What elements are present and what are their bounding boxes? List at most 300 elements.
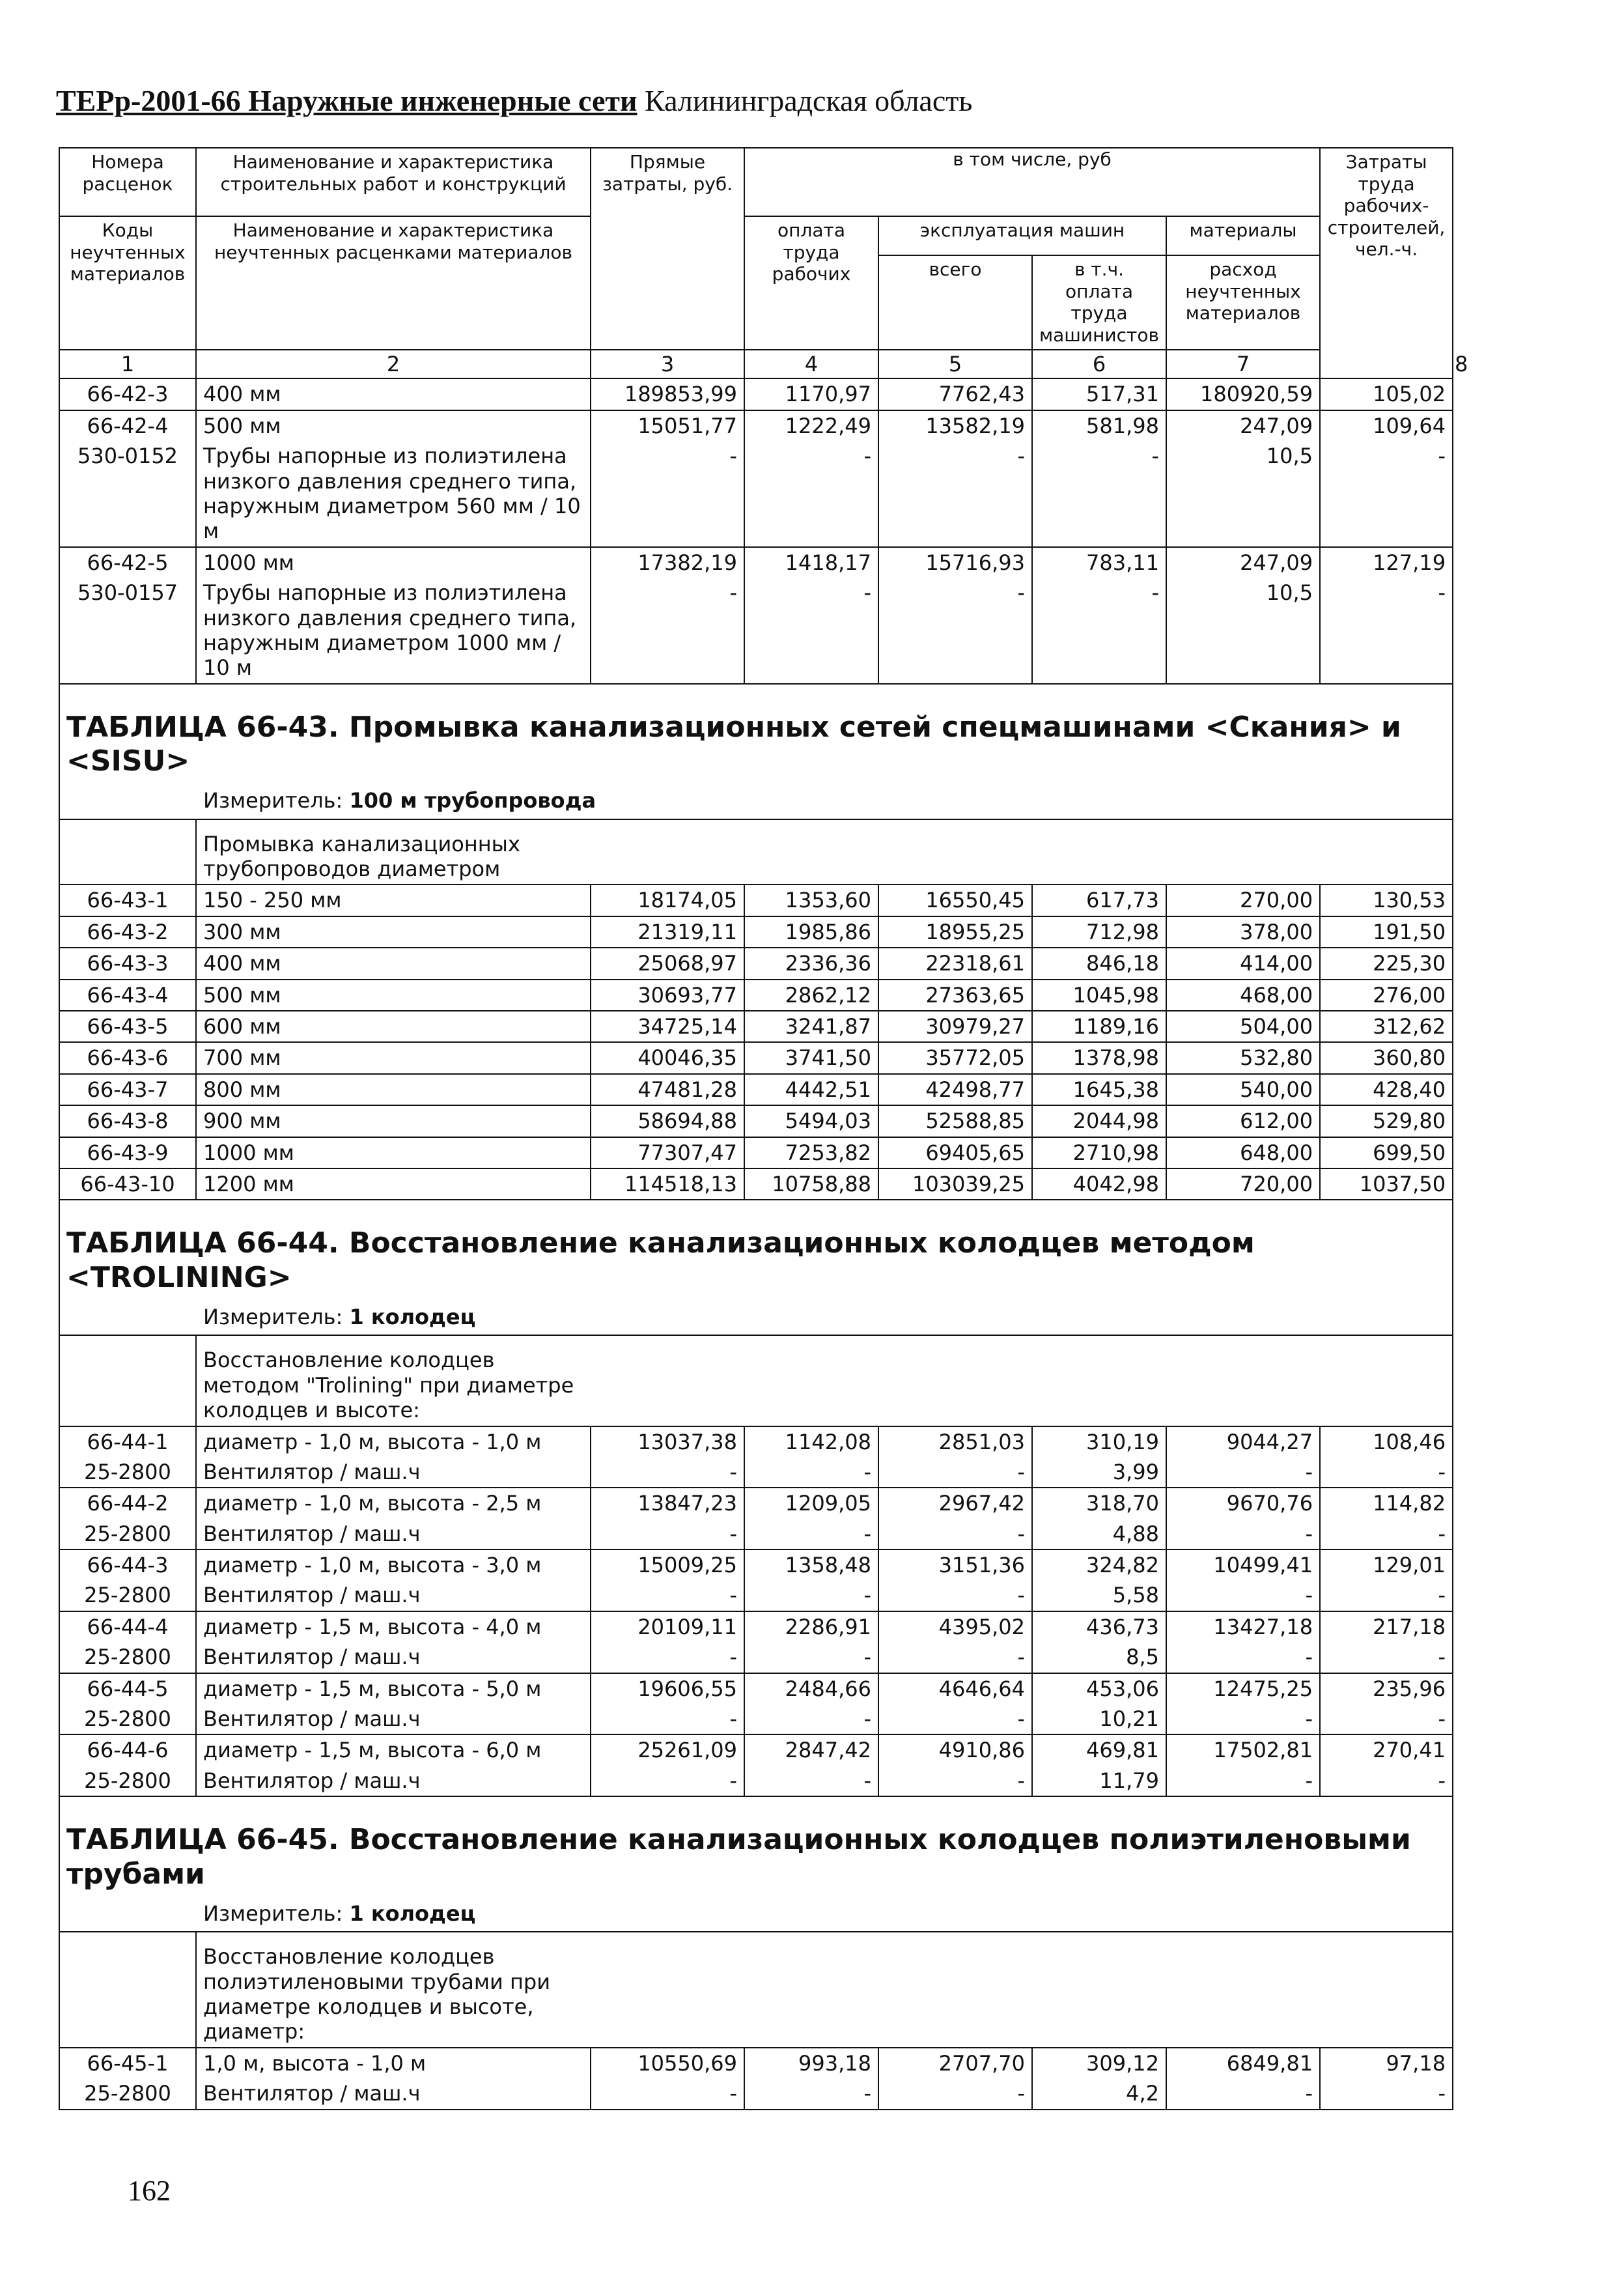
row-value: 7253,82 [744,1137,878,1168]
row-code: 66-43-4 [59,980,196,1011]
col-num: 5 [878,350,1032,378]
row-name: 500 мм [196,980,591,1011]
row-value: - [591,1704,744,1734]
row-code: 25-2800 [59,1642,196,1673]
row-value: - [744,1457,878,1488]
row-code: 25-2800 [59,1457,196,1488]
rate-row [59,1105,1453,1137]
row-code: 25-2800 [59,1766,196,1796]
row-value: 783,11 [1032,547,1166,578]
row-value: 4442,51 [744,1074,878,1105]
meter-value: 100 м трубопровода [349,788,596,813]
row-value: - [878,1457,1032,1488]
meter-cell [59,1899,1453,1932]
table-title-row [59,684,1453,786]
table-title: ТАБЛИЦА 66-44. Восстановление канализационных колодцев методом <TROLINING> [59,1200,1453,1302]
row-value: 3151,36 [878,1549,1032,1580]
row-value: 1985,86 [744,916,878,948]
row-value: 1037,50 [1320,1168,1453,1200]
hdr-including: в том числе, руб [744,148,1320,216]
row-value: 10,21 [1032,1704,1166,1734]
row-value: 16550,45 [878,884,1032,916]
row-value: - [1166,2078,1320,2109]
row-value: 35772,05 [878,1042,1032,1073]
rate-row [59,1611,1453,1642]
row-value: 13582,19 [878,410,1032,441]
row-code: 66-43-7 [59,1074,196,1105]
row-name: диаметр - 1,5 м, высота - 6,0 м [196,1734,591,1765]
description-text: Восстановление колодцев полиэтиленовыми трубами при диаметре колодцев и высоте, диаметр: [196,1932,591,2048]
row-code: 66-43-1 [59,884,196,916]
row-value: 529,80 [1320,1105,1453,1137]
row-value: 7762,43 [878,378,1032,410]
row-name: Вентилятор / маш.ч [196,1642,591,1673]
material-row [59,441,1453,547]
row-code: 530-0157 [59,578,196,684]
row-value: 17502,81 [1166,1734,1320,1765]
row-name: 400 мм [196,378,591,410]
row-name: 500 мм [196,410,591,441]
row-value: - [1166,1580,1320,1611]
row-value: 453,06 [1032,1673,1166,1704]
hdr-labor-cost: Затраты труда рабочих-строителей, чел.-ч. [1320,148,1453,378]
row-value: - [1320,1704,1453,1734]
row-value: 1645,38 [1032,1074,1166,1105]
row-value: 247,09 [1166,547,1320,578]
meter-label: Измеритель: [203,788,343,813]
row-value: - [591,2078,744,2109]
row-name: 1200 мм [196,1168,591,1200]
row-name: Вентилятор / маш.ч [196,2078,591,2109]
row-value: 109,64 [1320,410,1453,441]
row-value: - [1320,578,1453,684]
row-value: 19606,55 [591,1673,744,1704]
row-value: 312,62 [1320,1011,1453,1042]
row-value: 10,5 [1166,578,1320,684]
row-value: 13427,18 [1166,1611,1320,1642]
col-num: 4 [744,350,878,378]
row-code: 66-43-6 [59,1042,196,1073]
row-name: Вентилятор / маш.ч [196,1766,591,1796]
row-value: 69405,65 [878,1137,1032,1168]
row-value: 309,12 [1032,2048,1166,2078]
material-row [59,1766,1453,1796]
row-code: 66-43-5 [59,1011,196,1042]
row-value: 103039,25 [878,1168,1032,1200]
row-value: 58694,88 [591,1105,744,1137]
material-row [59,2078,1453,2109]
row-value: 2847,42 [744,1734,878,1765]
description-text: Промывка канализационных трубопроводов диаметром [196,819,591,885]
col-num: 7 [1166,350,1320,378]
row-value: 428,40 [1320,1074,1453,1105]
desc-code [59,819,196,885]
row-value: 846,18 [1032,948,1166,979]
row-code: 66-45-1 [59,2048,196,2078]
row-value: - [591,578,744,684]
row-value: 468,00 [1166,980,1320,1011]
row-value: 4,2 [1032,2078,1166,2109]
row-value: 318,70 [1032,1488,1166,1518]
row-value: - [1320,2078,1453,2109]
rate-row [59,2048,1453,2078]
rate-row [59,1673,1453,1704]
rate-row [59,1074,1453,1105]
row-value: - [744,1519,878,1549]
row-value: 3241,87 [744,1011,878,1042]
table-title-row [59,1200,1453,1302]
row-code: 25-2800 [59,1704,196,1734]
row-value: - [1166,1457,1320,1488]
row-value: 9670,76 [1166,1488,1320,1518]
material-row [59,1457,1453,1488]
row-name: Вентилятор / маш.ч [196,1519,591,1549]
row-value: 25261,09 [591,1734,744,1765]
row-value: 324,82 [1032,1549,1166,1580]
row-name: 1,0 м, высота - 1,0 м [196,2048,591,2078]
hdr-codes: Номера расценок [59,148,196,216]
row-value: 3,99 [1032,1457,1166,1488]
rate-row [59,1137,1453,1168]
row-value: 10499,41 [1166,1549,1320,1580]
row-value: 1142,08 [744,1426,878,1457]
row-value: - [1166,1642,1320,1673]
row-value: 42498,77 [878,1074,1032,1105]
hdr-machines: эксплуатация машин [878,216,1166,255]
col-num: 2 [196,350,591,378]
row-value: 1378,98 [1032,1042,1166,1073]
row-value: 189853,99 [591,378,744,410]
row-value: - [1166,1766,1320,1796]
row-code: 66-44-5 [59,1673,196,1704]
row-value: - [878,578,1032,684]
row-value: 2336,36 [744,948,878,979]
meter-row [59,1302,1453,1335]
row-value: - [591,1457,744,1488]
rate-row [59,980,1453,1011]
row-value: 191,50 [1320,916,1453,948]
row-value: 993,18 [744,2048,878,2078]
rate-row [59,1549,1453,1580]
row-code: 66-43-8 [59,1105,196,1137]
row-value: 2484,66 [744,1673,878,1704]
meter-row [59,785,1453,819]
row-code: 66-43-3 [59,948,196,979]
row-value: - [1166,1704,1320,1734]
row-value: 225,30 [1320,948,1453,979]
row-value: 6849,81 [1166,2048,1320,2078]
row-value: 97,18 [1320,2048,1453,2078]
row-name: диаметр - 1,5 м, высота - 4,0 м [196,1611,591,1642]
rate-row [59,916,1453,948]
rate-row [59,1488,1453,1518]
row-code: 25-2800 [59,1580,196,1611]
row-value: 4395,02 [878,1611,1032,1642]
row-value: 5494,03 [744,1105,878,1137]
row-value: 2851,03 [878,1426,1032,1457]
row-name: Вентилятор / маш.ч [196,1457,591,1488]
row-code: 66-44-6 [59,1734,196,1765]
col-num: 1 [59,350,196,378]
row-value: 129,01 [1320,1549,1453,1580]
description-row [59,1335,1453,1426]
row-value: 532,80 [1166,1042,1320,1073]
title-bold: ТЕРр-2001-66 Наружные инженерные сети [56,84,637,117]
row-value: 270,41 [1320,1734,1453,1765]
row-value: 4910,86 [878,1734,1032,1765]
row-value: - [744,1704,878,1734]
row-value: 10550,69 [591,2048,744,2078]
hdr-material-names: Наименование и характеристика неучтенных расценками материалов [196,216,591,350]
row-value: 712,98 [1032,916,1166,948]
row-name: 1000 мм [196,1137,591,1168]
material-row [59,1580,1453,1611]
table-title: ТАБЛИЦА 66-45. Восстановление канализационных колодцев полиэтиленовыми трубами [59,1796,1453,1899]
row-value: 378,00 [1166,916,1320,948]
row-value: 270,00 [1166,884,1320,916]
row-value: 2286,91 [744,1611,878,1642]
row-value: - [744,578,878,684]
row-name: 900 мм [196,1105,591,1137]
rate-row [59,1042,1453,1073]
row-value: 540,00 [1166,1074,1320,1105]
row-code: 530-0152 [59,441,196,547]
row-value: 360,80 [1320,1042,1453,1073]
row-value: 34725,14 [591,1011,744,1042]
meter-value: 1 колодец [349,1304,476,1329]
col-num: 3 [591,350,744,378]
row-value: 720,00 [1166,1168,1320,1200]
row-code: 25-2800 [59,1519,196,1549]
row-value: 2710,98 [1032,1137,1166,1168]
row-value: 247,09 [1166,410,1320,441]
row-value: - [1320,1580,1453,1611]
description-row [59,819,1453,885]
material-row [59,1642,1453,1673]
row-value: 217,18 [1320,1611,1453,1642]
row-name: диаметр - 1,0 м, высота - 1,0 м [196,1426,591,1457]
row-value: 18174,05 [591,884,744,916]
row-value: 517,31 [1032,378,1166,410]
row-value: 114518,13 [591,1168,744,1200]
row-value: - [878,441,1032,547]
rate-row [59,1734,1453,1765]
hdr-names: Наименование и характеристика строительных работ и конструкций [196,148,591,216]
row-value: 1418,17 [744,547,878,578]
meter-cell [59,785,1453,819]
row-value: 47481,28 [591,1074,744,1105]
row-value: 1353,60 [744,884,878,916]
row-value: 180920,59 [1166,378,1320,410]
row-value: 77307,47 [591,1137,744,1168]
row-value: 276,00 [1320,980,1453,1011]
row-value: - [591,1766,744,1796]
row-value: 20109,11 [591,1611,744,1642]
row-value: 1045,98 [1032,980,1166,1011]
row-name: 150 - 250 мм [196,884,591,916]
material-row [59,1704,1453,1734]
row-value: - [744,1580,878,1611]
row-code: 66-43-2 [59,916,196,948]
row-value: 414,00 [1166,948,1320,979]
row-value: 18955,25 [878,916,1032,948]
row-value: 310,19 [1032,1426,1166,1457]
row-value: 105,02 [1320,378,1453,410]
rate-row [59,1168,1453,1200]
row-value: - [878,1766,1032,1796]
row-value: 21319,11 [591,916,744,948]
page-number: 162 [128,2175,171,2207]
meter-value: 1 колодец [349,1901,476,1926]
row-name: 700 мм [196,1042,591,1073]
hdr-machines-labor: в т.ч. оплата труда машинистов [1032,255,1166,350]
row-code: 66-43-10 [59,1168,196,1200]
row-name: Вентилятор / маш.ч [196,1580,591,1611]
row-value: - [744,441,878,547]
row-value: - [591,1642,744,1673]
row-name: 1000 мм [196,547,591,578]
rate-row [59,948,1453,979]
row-value: - [1166,1519,1320,1549]
table-title: ТАБЛИЦА 66-43. Промывка канализационных сетей спецмашинами <Скания> и <SISU> [59,684,1453,786]
hdr-labor-pay: оплата труда рабочих [744,216,878,350]
row-value: - [744,2078,878,2109]
title-region: Калининградская область [645,84,973,117]
row-value: 1222,49 [744,410,878,441]
row-value: 612,00 [1166,1105,1320,1137]
row-value: 52588,85 [878,1105,1032,1137]
row-name: диаметр - 1,0 м, высота - 3,0 м [196,1549,591,1580]
row-name: Вентилятор / маш.ч [196,1704,591,1734]
row-value: 9044,27 [1166,1426,1320,1457]
material-row [59,1519,1453,1549]
row-value: 1170,97 [744,378,878,410]
description-row [59,1932,1453,2048]
desc-filler [591,1335,1453,1426]
hdr-machines-total: всего [878,255,1032,350]
rate-row [59,378,1453,410]
row-code: 66-44-4 [59,1611,196,1642]
row-code: 66-44-3 [59,1549,196,1580]
row-value: - [744,1766,878,1796]
row-value: 15051,77 [591,410,744,441]
row-name: диаметр - 1,5 м, высота - 5,0 м [196,1673,591,1704]
row-value: 2862,12 [744,980,878,1011]
row-value: - [591,1580,744,1611]
row-value: - [1320,441,1453,547]
rate-row [59,884,1453,916]
row-value: 1209,05 [744,1488,878,1518]
row-value: 108,46 [1320,1426,1453,1457]
row-value: - [878,1642,1032,1673]
row-value: - [1032,441,1166,547]
hdr-direct: Прямые затраты, руб. [591,148,744,350]
row-value: 504,00 [1166,1011,1320,1042]
row-value: - [878,1704,1032,1734]
row-value: 235,96 [1320,1673,1453,1704]
row-value: - [1320,1642,1453,1673]
row-value: 2967,42 [878,1488,1032,1518]
desc-code [59,1932,196,2048]
row-code: 66-44-1 [59,1426,196,1457]
row-value: 15716,93 [878,547,1032,578]
row-name: 800 мм [196,1074,591,1105]
page-title [56,83,972,118]
row-value: 13847,23 [591,1488,744,1518]
row-code: 66-43-9 [59,1137,196,1168]
row-value: 1358,48 [744,1549,878,1580]
row-value: 40046,35 [591,1042,744,1073]
col-num: 6 [1032,350,1166,378]
row-code: 25-2800 [59,2078,196,2109]
row-value: 1189,16 [1032,1011,1166,1042]
meter-label: Измеритель: [203,1901,343,1926]
rate-row [59,547,1453,578]
desc-filler [591,819,1453,885]
row-code: 66-42-5 [59,547,196,578]
row-value: - [1320,1519,1453,1549]
hdr-materials-sub: расход неучтенных материалов [1166,255,1320,350]
row-value: - [1320,1457,1453,1488]
row-value: - [591,441,744,547]
desc-code [59,1335,196,1426]
hdr-materials: материалы [1166,216,1320,255]
row-name: диаметр - 1,0 м, высота - 2,5 м [196,1488,591,1518]
row-value: 2707,70 [878,2048,1032,2078]
rate-row [59,1426,1453,1457]
row-value: - [1032,578,1166,684]
row-value: 4,88 [1032,1519,1166,1549]
row-code: 66-44-2 [59,1488,196,1518]
row-value: - [1320,1766,1453,1796]
table-title-row [59,1796,1453,1899]
row-value: 25068,97 [591,948,744,979]
row-value: 27363,65 [878,980,1032,1011]
row-value: 5,58 [1032,1580,1166,1611]
row-value: 22318,61 [878,948,1032,979]
rate-row [59,410,1453,441]
material-row [59,578,1453,684]
row-value: 469,81 [1032,1734,1166,1765]
row-value: 30693,77 [591,980,744,1011]
row-value: 30979,27 [878,1011,1032,1042]
row-value: 4646,64 [878,1673,1032,1704]
row-value: 581,98 [1032,410,1166,441]
row-value: 8,5 [1032,1642,1166,1673]
row-value: 648,00 [1166,1137,1320,1168]
description-text: Восстановление колодцев методом "Trolining" при диаметре колодцев и высоте: [196,1335,591,1426]
desc-filler [591,1932,1453,2048]
row-name: 300 мм [196,916,591,948]
row-name: 600 мм [196,1011,591,1042]
row-value: - [878,2078,1032,2109]
row-value: - [591,1519,744,1549]
row-value: 17382,19 [591,547,744,578]
row-name: 400 мм [196,948,591,979]
meter-cell [59,1302,1453,1335]
row-value: 2044,98 [1032,1105,1166,1137]
row-code: 66-42-3 [59,378,196,410]
row-value: 617,73 [1032,884,1166,916]
hdr-material-codes: Коды неучтенных материалов [59,216,196,350]
row-value: 13037,38 [591,1426,744,1457]
row-value: 10758,88 [744,1168,878,1200]
row-value: 11,79 [1032,1766,1166,1796]
rate-row [59,1011,1453,1042]
row-value: 15009,25 [591,1549,744,1580]
row-value: 436,73 [1032,1611,1166,1642]
row-value: - [878,1519,1032,1549]
